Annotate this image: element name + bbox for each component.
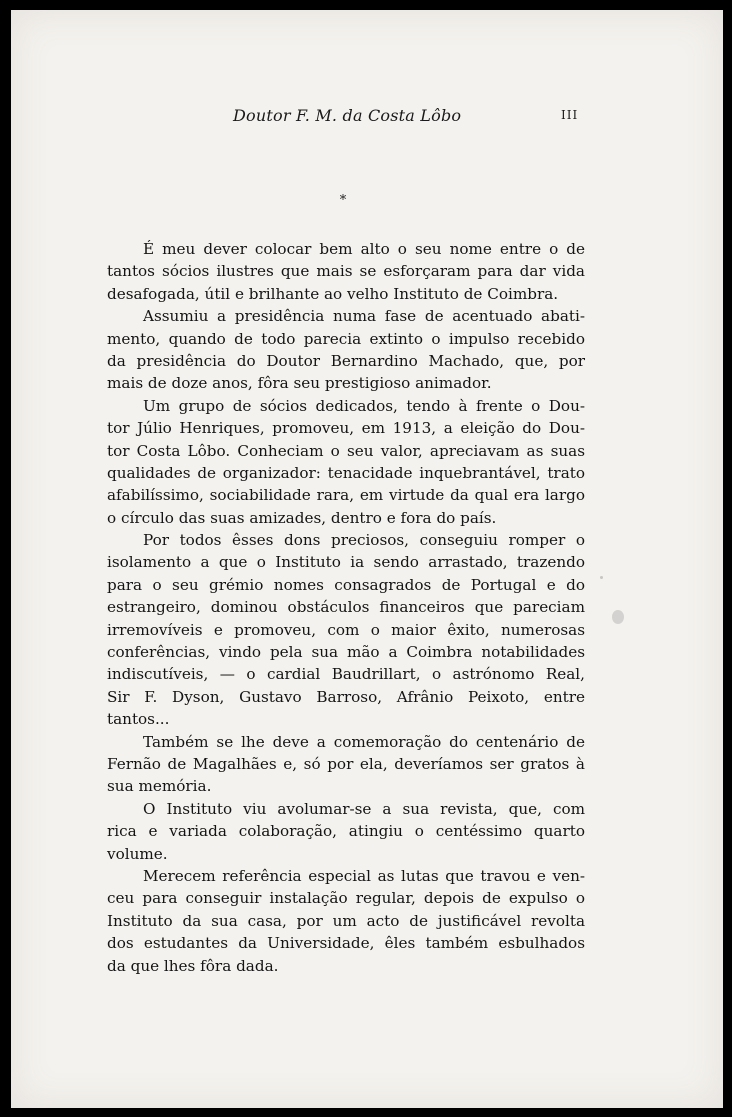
- text-line: Sir F. Dyson, Gustavo Barroso, Afrânio Peixoto, entre: [107, 687, 585, 706]
- text-line: O Instituto viu avolumar-se a sua revista, que, com: [143, 799, 585, 818]
- text-line: para o seu grémio nomes consagrados de Portugal e do: [107, 575, 585, 594]
- paragraph: [107, 865, 585, 977]
- text-line: Instituto da sua casa, por um acto de justificável revolta: [107, 911, 585, 930]
- scan-speck: [600, 576, 603, 579]
- text-line: tantos sócios ilustres que mais se esforçaram para dar vida: [107, 262, 585, 281]
- running-head: [11, 106, 723, 130]
- text-line: afabilíssimo, sociabilidade rara, em virtude da qual era largo: [107, 486, 585, 505]
- text-line: da presidência do Doutor Bernardino Machado, que, por: [107, 351, 585, 370]
- scan-speck: [612, 610, 624, 624]
- text-line: Um grupo de sócios dedicados, tendo à frente o Dou-: [143, 396, 585, 415]
- text-line: tantos...: [107, 710, 170, 729]
- text-line: Por todos êsses dons preciosos, conseguiu romper o: [143, 531, 585, 550]
- text-line: Também se lhe deve a comemoração do centenário de: [143, 732, 585, 751]
- book-page: [11, 10, 723, 1108]
- text-line: estrangeiro, dominou obstáculos financeiros que pareciam: [107, 598, 585, 617]
- text-line: Merecem referência especial as lutas que travou e ven-: [143, 866, 585, 885]
- text-line: dos estudantes da Universidade, êles também esbulhados: [107, 934, 585, 953]
- paragraph: [107, 529, 585, 731]
- text-line: indiscutíveis, — o cardial Baudrillart, o astrónomo Real,: [107, 665, 585, 684]
- paragraph: [107, 731, 585, 798]
- text-line: irremovíveis e promoveu, com o maior êxito, numerosas: [107, 620, 585, 639]
- text-line: rica e variada colaboração, atingiu o centéssimo quarto: [107, 822, 585, 841]
- text-line: É meu dever colocar bem alto o seu nome entre o de: [143, 240, 585, 258]
- text-line: desafogada, útil e brilhante ao velho Instituto de Coimbra.: [107, 284, 559, 303]
- text-line: Assumiu a presidência numa fase de acentuado abati-: [143, 307, 585, 326]
- text-line: tor Costa Lôbo. Conheciam o seu valor, apreciavam as suas: [107, 441, 585, 460]
- text-line: volume.: [107, 844, 168, 863]
- text-line: mais de doze anos, fôra seu prestigioso animador.: [107, 374, 492, 393]
- paragraph: [107, 395, 585, 529]
- text-line: o círculo das suas amizades, dentro e fora do país.: [107, 508, 497, 527]
- text-line: conferências, vindo pela sua mão a Coimbra notabilidades: [107, 643, 585, 662]
- text-line: Fernão de Magalhães e, só por ela, deveríamos ser gratos à: [107, 754, 585, 773]
- paragraph: [107, 798, 585, 865]
- paragraph: [107, 238, 585, 305]
- text-line: da que lhes fôra dada.: [107, 956, 279, 975]
- page-number: III: [561, 108, 579, 122]
- paragraph: [107, 305, 585, 395]
- text-line: qualidades de organizador: tenacidade inquebrantável, trato: [107, 463, 585, 482]
- section-separator: *: [339, 193, 347, 208]
- text-line: ceu para conseguir instalação regular, depois de expulso o: [107, 889, 585, 908]
- text-line: isolamento a que o Instituto ia sendo arrastado, trazendo: [107, 553, 585, 572]
- text-line: sua memória.: [107, 777, 212, 796]
- body-text: [107, 238, 585, 977]
- text-line: mento, quando de todo parecia extinto o impulso recebido: [107, 329, 585, 348]
- text-line: tor Júlio Henriques, promoveu, em 1913, a eleição do Dou-: [107, 419, 585, 438]
- running-title: Doutor F. M. da Costa Lôbo: [233, 106, 462, 125]
